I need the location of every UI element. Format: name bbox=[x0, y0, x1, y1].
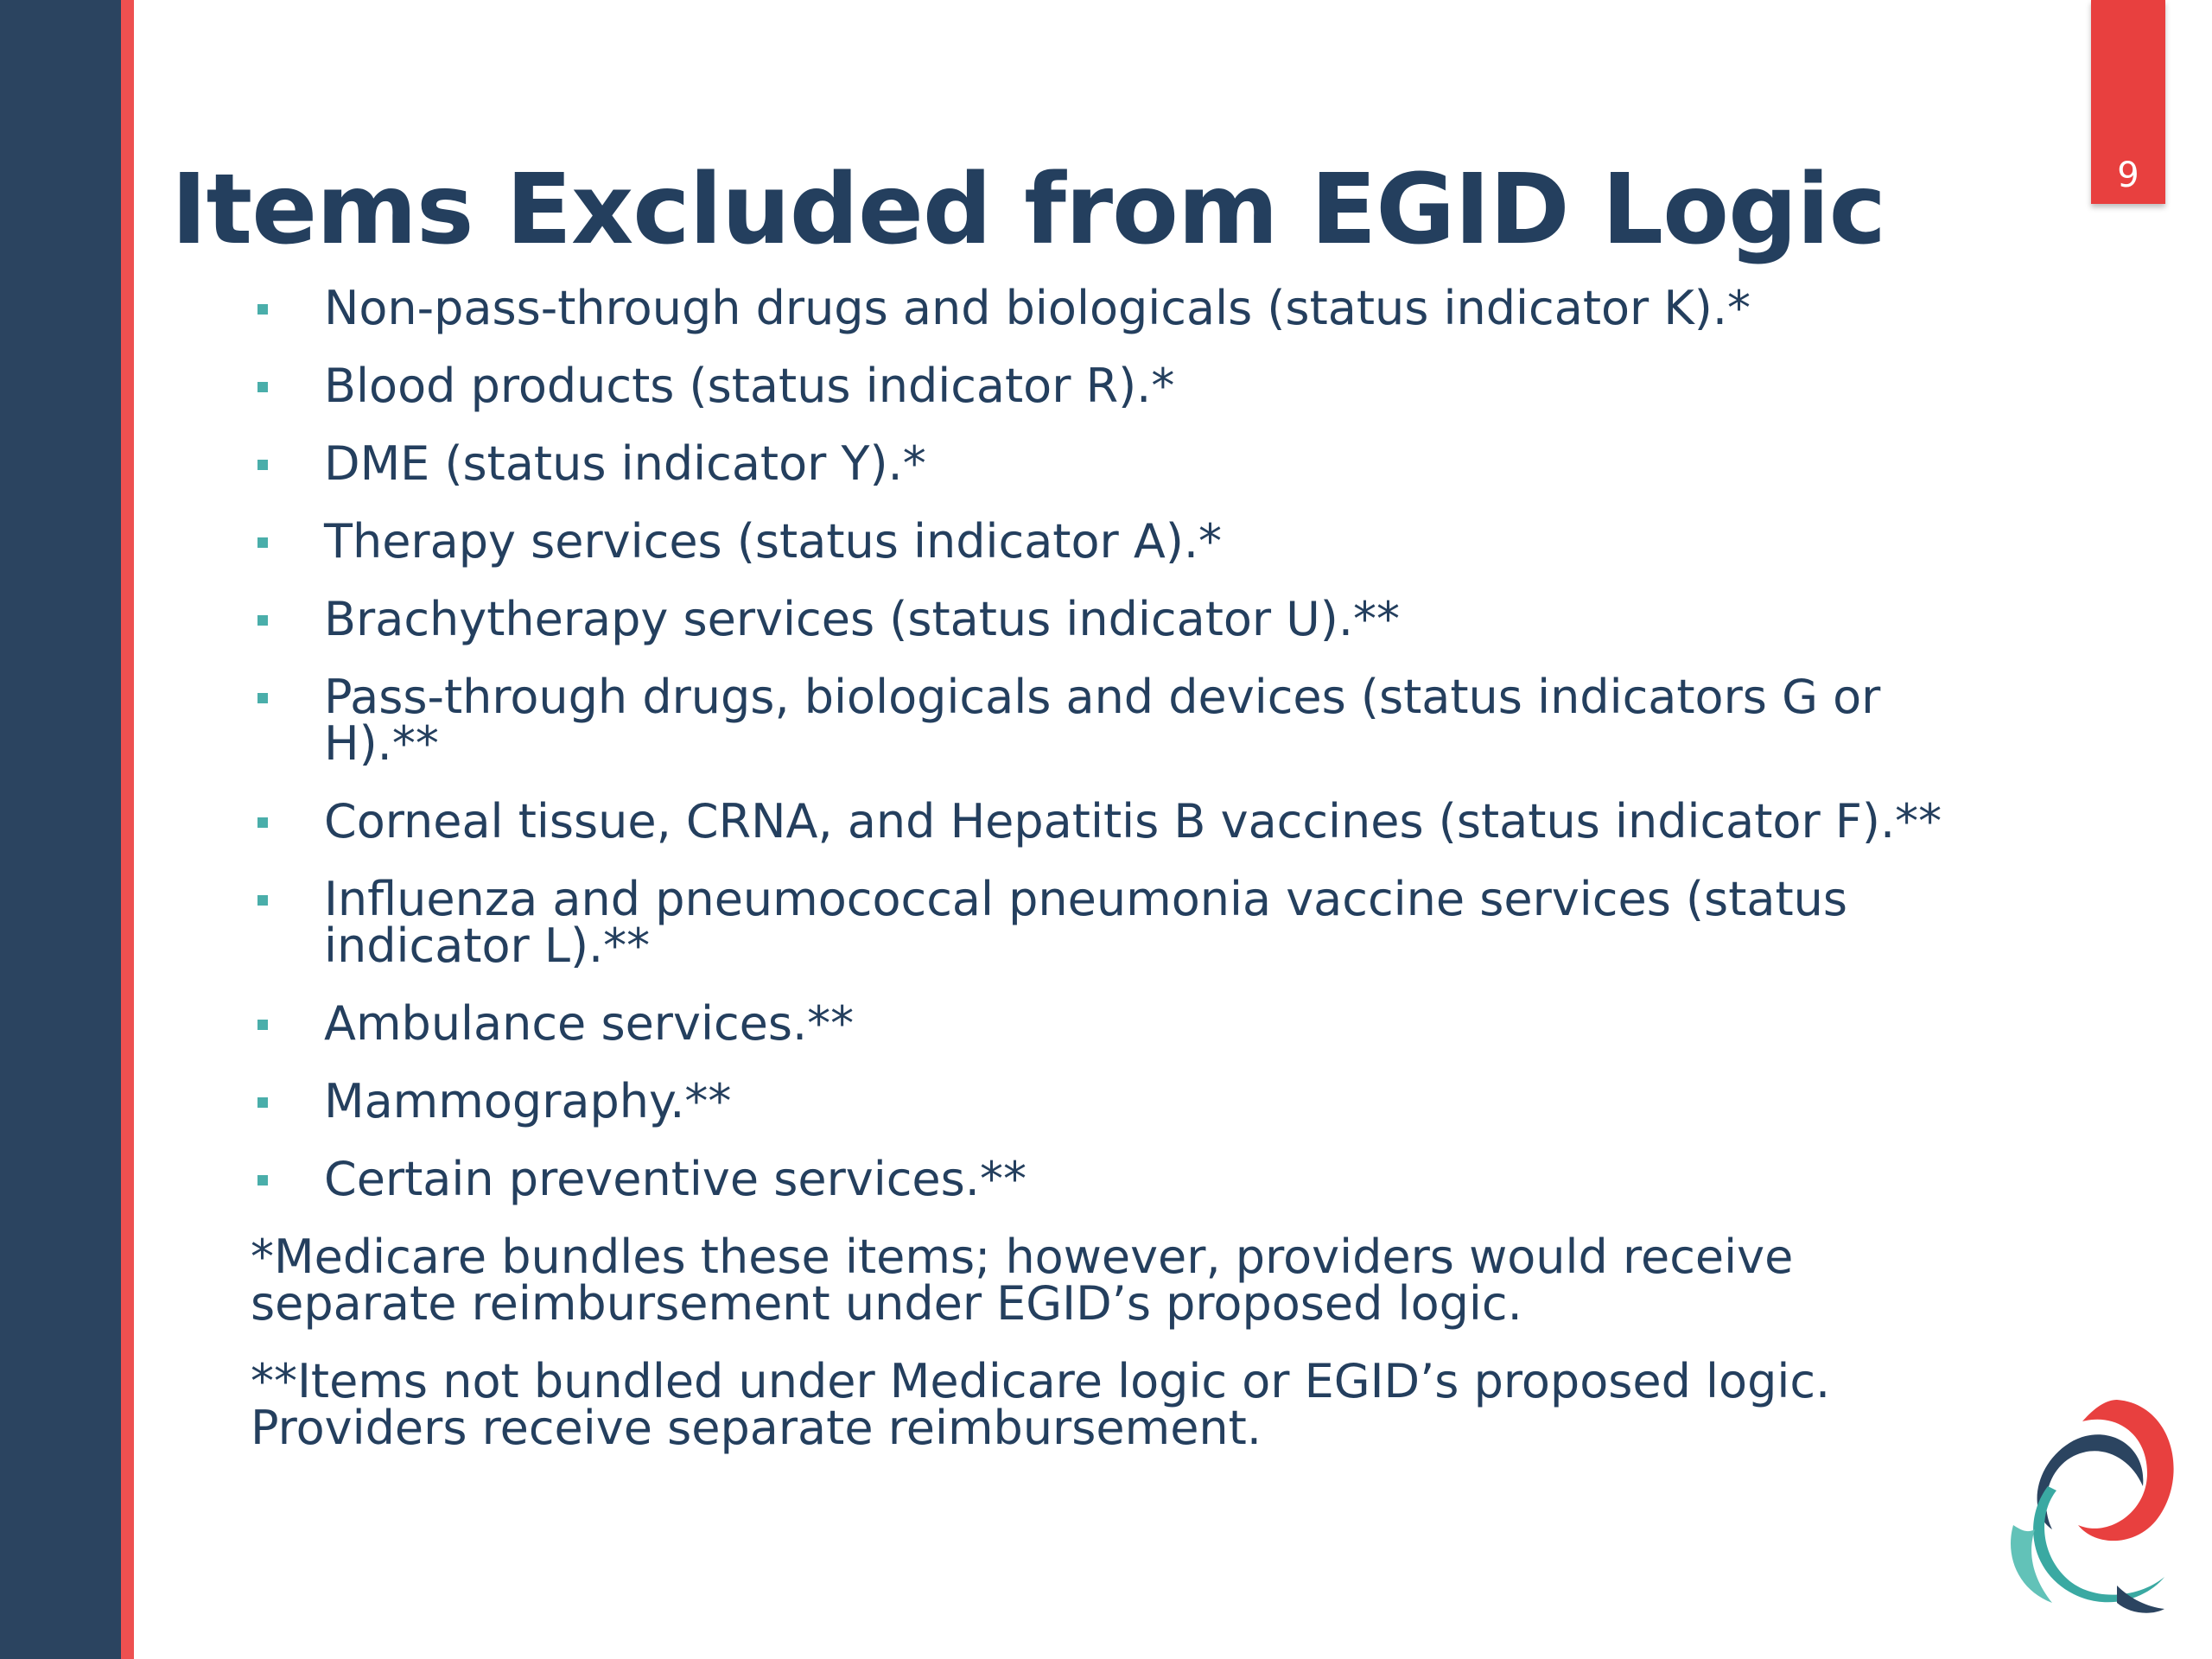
list-item bbox=[251, 794, 1944, 849]
square-bullet-icon bbox=[257, 817, 268, 828]
square-bullet-icon bbox=[257, 304, 268, 315]
bullet-text: DME (status indicator Y).* bbox=[324, 436, 926, 491]
footnote-double-asterisk: **Items not bundled under Medicare logic or EGID’s proposed logic. Providers receive separate reimbursement. bbox=[251, 1354, 1831, 1455]
list-item bbox=[251, 1152, 1944, 1206]
swirl-logo-icon bbox=[1987, 1382, 2186, 1624]
bullet-text: Pass-through drugs, biologicals and devices (status indicators G or H).** bbox=[324, 670, 1881, 771]
bullet-text: Mammography.** bbox=[324, 1074, 732, 1128]
left-accent-stripe bbox=[121, 0, 134, 1659]
bullet-text: Non-pass-through drugs and biologicals (status indicator K).* bbox=[324, 281, 1751, 335]
square-bullet-icon bbox=[257, 615, 268, 626]
square-bullet-icon bbox=[257, 537, 268, 548]
slide-title: Items Excluded from EGID Logic bbox=[171, 154, 1886, 266]
square-bullet-icon bbox=[257, 895, 268, 906]
footnote-single-asterisk: *Medicare bundles these items; however, providers would receive separate reimbursement under EGID’s proposed logic. bbox=[251, 1230, 1794, 1331]
slide-content bbox=[251, 281, 1944, 1483]
square-bullet-icon bbox=[257, 693, 268, 703]
bullet-text: Blood products (status indicator R).* bbox=[324, 359, 1175, 413]
list-item bbox=[251, 514, 1944, 569]
left-sidebar-bar bbox=[0, 0, 121, 1659]
bullet-text: Therapy services (status indicator A).* bbox=[324, 514, 1223, 569]
page-number-tab bbox=[2091, 0, 2165, 204]
bullet-text: Corneal tissue, CRNA, and Hepatitis B vaccines (status indicator F).** bbox=[324, 794, 1942, 849]
square-bullet-icon bbox=[257, 460, 268, 470]
square-bullet-icon bbox=[257, 1020, 268, 1030]
bullet-text: Brachytherapy services (status indicator U).** bbox=[324, 592, 1401, 646]
square-bullet-icon bbox=[257, 382, 268, 392]
bullet-text: Ambulance services.** bbox=[324, 996, 855, 1051]
list-item bbox=[251, 281, 1944, 335]
list-item bbox=[251, 670, 1944, 771]
square-bullet-icon bbox=[257, 1097, 268, 1108]
bullet-text: Influenza and pneumococcal pneumonia vaccine services (status indicator L).** bbox=[324, 872, 1847, 973]
list-item bbox=[251, 436, 1944, 491]
page-number: 9 bbox=[2117, 156, 2139, 195]
list-item bbox=[251, 1074, 1944, 1128]
list-item bbox=[251, 996, 1944, 1051]
square-bullet-icon bbox=[257, 1175, 268, 1185]
bullet-text: Certain preventive services.** bbox=[324, 1152, 1027, 1206]
bullet-list bbox=[251, 281, 1944, 1206]
list-item bbox=[251, 872, 1944, 973]
list-item bbox=[251, 592, 1944, 646]
list-item bbox=[251, 359, 1944, 413]
